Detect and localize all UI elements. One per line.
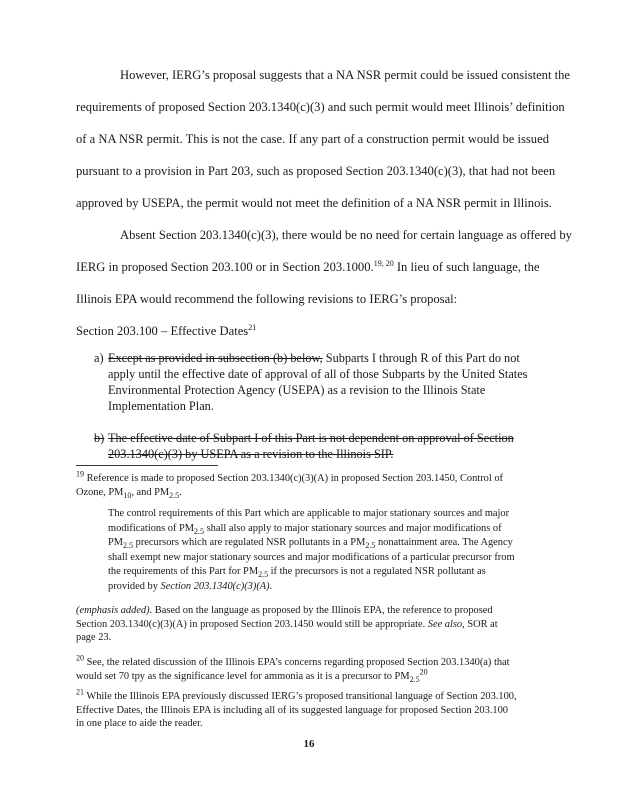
footnote-separator xyxy=(76,465,218,466)
paragraph-1-line-1: However, IERG’s proposal suggests that a NA NSR permit could be issued consistent the xyxy=(120,68,571,82)
item-a-line-1-rest: Subparts I through R of this Part do not xyxy=(322,351,520,365)
item-b-text xyxy=(108,430,548,462)
quote-line-3-post: nonattainment area. The Agency xyxy=(375,537,513,548)
footnote-21-line-1 xyxy=(76,687,546,704)
item-a-line-1 xyxy=(108,350,548,366)
footnote-20-sub: 2.5 xyxy=(409,674,420,684)
footnote-20-line-1 xyxy=(76,653,546,670)
footnote-19-number: 19 xyxy=(76,469,84,479)
page-number: 16 xyxy=(303,738,315,750)
footnote-20-line-1-text: See, the related discussion of the Illinois EPA’s concerns regarding proposed Section 203.1340(a) that xyxy=(84,657,510,668)
quote-line-3-sub-1: 2.5 xyxy=(123,541,134,551)
footnote-20-number: 20 xyxy=(76,653,84,663)
quote-line-3-mid: precursors which are regulated NSR pollutants in a PM xyxy=(133,537,366,548)
quote-line-3 xyxy=(108,536,546,551)
quote-line-5 xyxy=(108,565,546,580)
quote-line-5-sub: 2.5 xyxy=(258,570,269,580)
footnote-ref-19-20: 19, 20 xyxy=(373,258,394,268)
after-quote-line-2-post: SOR at xyxy=(464,618,498,630)
after-quote-line-2 xyxy=(76,618,546,632)
see-also: See also, xyxy=(427,618,465,630)
quote-line-2-pre: modifications of PM xyxy=(108,522,195,534)
quote-line-2-post: shall also apply to major stationary sources and major modifications of xyxy=(204,522,502,534)
footnote-19-line-2-mid: , and PM xyxy=(131,486,170,498)
section-heading xyxy=(76,324,256,339)
footnote-21-line-1-text: While the Illinois EPA previously discussed IERG’s proposed transitional language of Section 203.100, xyxy=(84,691,517,702)
quote-line-2 xyxy=(108,522,546,537)
footnote-19-line-2-pre: Ozone, PM xyxy=(76,486,124,498)
quote-line-6-citation: Section 203.1340(c)(3)(A). xyxy=(160,580,273,592)
after-quote-line-2-pre: Section 203.1340(c)(3)(A) in proposed Section 203.1450 would still be appropriate. xyxy=(76,618,428,630)
quote-line-6-pre: provided by xyxy=(108,580,161,592)
paragraph-2-line-2 xyxy=(76,260,540,275)
quote-line-1: The control requirements of this Part which are applicable to major stationary sources and major xyxy=(108,508,510,519)
footnote-20 xyxy=(76,653,546,684)
footnote-21 xyxy=(76,687,546,731)
item-a-line-2: apply until the effective date of approval of all of those Subparts by the United States xyxy=(108,367,528,381)
quote-line-3-sub-2: 2.5 xyxy=(365,541,376,551)
item-b-line-1: The effective date of Subpart I of this Part is not dependent on approval of Section xyxy=(108,431,514,445)
paragraph-2-line-2-after: In lieu of such language, the xyxy=(393,260,540,274)
after-quote-line-3: page 23. xyxy=(76,632,112,643)
paragraph-2-line-1: Absent Section 203.1340(c)(3), there would be no need for certain language as offered by xyxy=(120,228,572,242)
block-quote xyxy=(108,507,546,594)
item-b-line-2: 203.1340(c)(3) by USEPA as a revision to the Illinois SIP. xyxy=(108,447,394,461)
quote-line-2-sub: 2.5 xyxy=(194,526,205,536)
emphasis-added: (emphasis added). xyxy=(76,605,153,616)
item-a-text xyxy=(108,350,548,414)
paragraph-1-line-5: approved by USEPA, the permit would not meet the definition of a NA NSR permit in Illinois. xyxy=(76,196,552,210)
paragraph-1-line-3: of a NA NSR permit. This is not the case. If any part of a construction permit would be issued xyxy=(76,132,549,146)
after-quote-line-1 xyxy=(76,604,546,618)
paragraph-1-line-4: pursuant to a provision in Part 203, such as proposed Section 203.1340(c)(3), that had not been xyxy=(76,164,556,178)
footnote-19-line-2 xyxy=(76,486,546,500)
item-a-label: a) xyxy=(94,351,104,365)
after-quote xyxy=(76,604,546,645)
footnote-20-line-2 xyxy=(76,667,546,684)
quote-line-4: shall exempt new major stationary sources and major modifications of a particular precursor from xyxy=(108,551,515,563)
quote-line-5-pre: the requirements of this Part for PM xyxy=(108,566,259,577)
item-a-line-4: Implementation Plan. xyxy=(108,399,214,413)
footnote-20-line-2-pre: would set 70 tpy as the significance level for ammonia as it is a precursor to PM xyxy=(76,670,410,682)
paragraph-2-line-2-text: IERG in proposed Section 203.100 or in Section 203.1000. xyxy=(76,260,374,274)
footnote-19-line-1 xyxy=(76,469,546,486)
section-heading-text: Section 203.100 – Effective Dates xyxy=(76,324,249,338)
quote-line-6 xyxy=(108,580,546,595)
quote-line-5-post: if the precursors is not a regulated NSR pollutant as xyxy=(268,566,486,577)
paragraph-2-line-3: Illinois EPA would recommend the following revisions to IERG’s proposal: xyxy=(76,292,458,306)
footnote-21-number: 21 xyxy=(76,687,84,697)
paragraph-1-line-2: requirements of proposed Section 203.1340(c)(3) and such permit would meet Illinois’ definition xyxy=(76,100,565,114)
footnote-21-line-2: Effective Dates, the Illinois EPA is including all of its suggested language for proposed Section 203.100 xyxy=(76,704,509,716)
item-a-struck-text: Except as provided in subsection (b) below, xyxy=(108,351,323,365)
footnote-20-sup: 20 xyxy=(419,667,428,677)
item-a-line-3: Environmental Protection Agency (USEPA) as a revision to the Illinois State xyxy=(108,383,486,397)
footnote-19-sub-1: 10 xyxy=(123,490,132,500)
footnote-19-line-1-text: Reference is made to proposed Section 203.1340(c)(3)(A) in proposed Section 203.1450, Control of xyxy=(84,473,503,484)
footnote-19-line-2-end: . xyxy=(179,486,182,498)
footnote-ref-21: 21 xyxy=(248,322,257,332)
item-b-label: b) xyxy=(94,431,105,445)
quote-line-3-pre: PM xyxy=(108,537,124,548)
footnote-19-sub-2: 2.5 xyxy=(169,490,180,500)
footnote-19 xyxy=(76,469,546,500)
footnote-21-line-3: in one place to aide the reader. xyxy=(76,718,203,729)
after-quote-line-1-rest: Based on the language as proposed by the Illinois EPA, the reference to proposed xyxy=(152,605,493,616)
